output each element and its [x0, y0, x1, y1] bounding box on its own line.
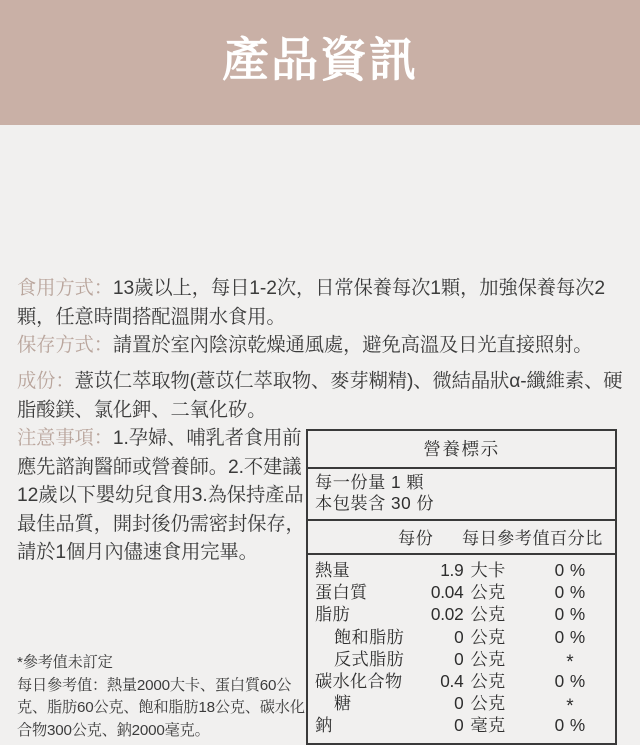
info-colon-ingredients: ： [55, 371, 75, 392]
nutrient-value: 0 [454, 626, 464, 647]
nutrient-unit: 毫克 [470, 715, 506, 736]
nutrient-daily-value: 0 % [554, 715, 586, 736]
nutrition-table-title: 營養標示 [308, 431, 615, 469]
page-title: 產品資訊 [222, 33, 418, 86]
servings-per-container: 本包裝含 30 份 [315, 493, 435, 513]
nutrition-row [308, 648, 615, 673]
info-body-notes: 1.孕婦、哺乳者食用前應先諮詢醫師或營養師。2.不建議12歲以下嬰幼兒食用3.為保持產品最佳品質，開封後仍需密封保存，請於1個月內儘速食用完畢。 [17, 428, 305, 563]
serving-size: 每一份量 1 顆 [315, 472, 425, 492]
nutrition-row [308, 626, 615, 648]
nutrient-name: 鈉 [315, 715, 333, 736]
info-label-ingredients: 成份 [17, 371, 56, 392]
nutrition-row [308, 603, 615, 625]
info-colon-notes: ： [93, 428, 113, 449]
nutrient-value: 0.04 [430, 582, 464, 603]
footnotes [17, 652, 309, 742]
info-block-storage [17, 332, 623, 361]
nutrient-daily-value: 0 % [554, 582, 586, 603]
nutrient-name: 反式脂肪 [334, 648, 404, 669]
column-header-daily-value: 每日參考值百分比 [462, 528, 603, 548]
nutrition-row [308, 581, 615, 603]
nutrient-daily-value: 0 % [554, 604, 586, 625]
nutrient-daily-value: * [566, 651, 575, 673]
info-body-ingredients: 薏苡仁萃取物(薏苡仁萃取物、麥芽糊精)、微結晶狀α-纖維素、硬脂酸鎂、氯化鉀、二氧化矽。 [17, 371, 623, 421]
nutrient-name: 熱量 [315, 560, 350, 580]
nutrient-value: 0.4 [440, 671, 464, 692]
info-block-usage [17, 275, 623, 332]
nutrient-name: 糖 [334, 693, 352, 714]
nutrient-daily-value: 0 % [554, 626, 586, 647]
nutrition-column-headers [308, 521, 615, 555]
info-label-notes: 注意事項 [17, 428, 94, 449]
info-body-storage: 請置於室內陰涼乾燥通風處，避免高溫及日光直接照射。 [112, 335, 593, 356]
nutrient-unit: 公克 [470, 604, 506, 625]
nutrition-row [308, 670, 615, 692]
nutrition-row [308, 692, 615, 718]
page-header-banner [0, 0, 640, 125]
footnote-asterisk: *參考值未訂定 [17, 654, 113, 671]
nutrient-daily-value: 0 % [554, 560, 586, 580]
nutrient-name: 碳水化合物 [315, 671, 403, 692]
nutrient-unit: 公克 [470, 671, 506, 692]
nutrient-name: 脂肪 [315, 604, 350, 625]
nutrient-value: 0 [454, 715, 464, 736]
nutrient-value: 1.9 [440, 560, 464, 580]
nutrient-value: 0 [454, 648, 464, 669]
nutrient-unit: 公克 [470, 648, 506, 669]
info-label-usage: 食用方式 [17, 278, 94, 299]
nutrient-daily-value: * [566, 696, 575, 718]
nutrition-rows [308, 555, 615, 743]
nutrition-serving-info [308, 469, 615, 521]
info-colon-usage: ： [93, 278, 113, 299]
nutrient-unit: 公克 [470, 693, 506, 714]
nutrient-unit: 公克 [470, 626, 506, 647]
info-block-notes [17, 425, 309, 568]
nutrient-daily-value: 0 % [554, 671, 586, 692]
nutrient-unit: 公克 [470, 582, 506, 603]
nutrition-row [308, 559, 615, 581]
info-block-ingredients [17, 368, 623, 425]
nutrient-name: 蛋白質 [315, 582, 368, 603]
nutrition-facts-table [306, 429, 617, 745]
footnote-daily-reference: 每日參考值：熱量2000大卡、蛋白質60公克、脂肪60公克、飽和脂肪18公克、碳水化合物300公克、鈉2000毫克。 [17, 676, 305, 739]
nutrition-row [308, 714, 615, 736]
info-colon-storage: ： [93, 335, 113, 356]
nutrient-unit: 大卡 [470, 560, 506, 580]
nutrient-value: 0 [454, 693, 464, 714]
info-label-storage: 保存方式 [17, 335, 94, 356]
column-header-per-serving: 每份 [398, 528, 434, 548]
info-body-usage: 13歲以上，每日1-2次，日常保養每次1顆，加強保養每次2顆，任意時間搭配溫開水食用。 [17, 278, 605, 328]
nutrient-value: 0.02 [430, 604, 464, 625]
nutrient-name: 飽和脂肪 [334, 626, 404, 647]
